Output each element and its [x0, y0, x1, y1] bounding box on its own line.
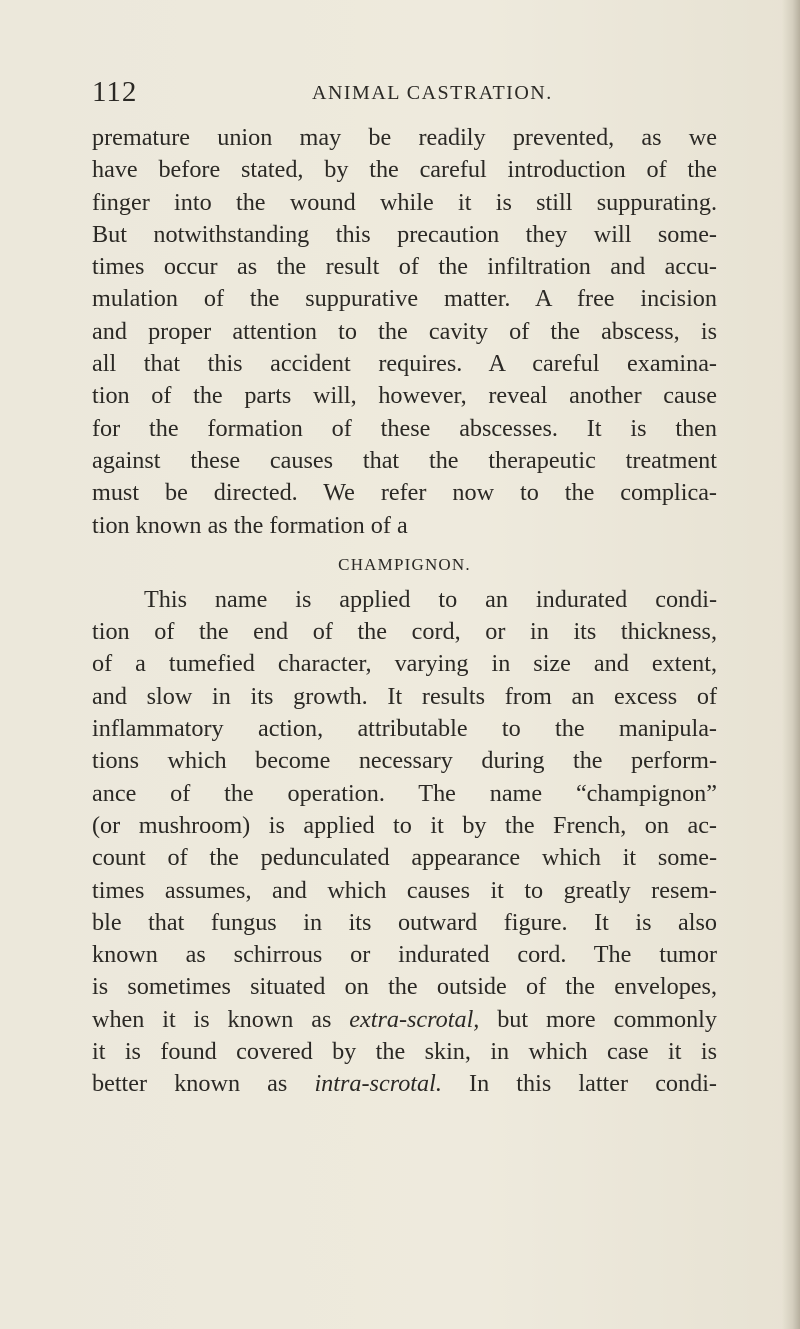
- text-run: In this latter condi-: [441, 1070, 717, 1098]
- text-line: mulation of the suppurative matter. A free incision: [92, 285, 717, 313]
- text-line: known as schirrous or indurated cord. The tumor: [92, 941, 717, 969]
- text-line: [92, 1068, 717, 1100]
- text-line: times assumes, and which causes it to greatly resem-: [92, 876, 717, 904]
- text-line: times occur as the result of the infiltration and accu-: [92, 253, 717, 281]
- italic-term-intra-scrotal: intra-scrotal.: [314, 1070, 442, 1098]
- paragraph-2: [92, 584, 717, 1101]
- text-run: when it is known as: [92, 1005, 350, 1033]
- text-line: tion known as the formation of a: [92, 511, 408, 539]
- running-title: ANIMAL CASTRATION.: [312, 82, 553, 104]
- text-line: tion of the end of the cord, or in its thickness,: [92, 618, 717, 646]
- text-line: of a tumefied character, varying in size and extent,: [92, 650, 717, 678]
- running-head: [92, 76, 712, 116]
- italic-term-extra-scrotal: extra-scrotal,: [349, 1005, 480, 1033]
- body-text: [92, 122, 717, 1101]
- page-edge-shadow: [782, 0, 800, 1329]
- paragraph-1: [92, 122, 717, 542]
- text-run: better known as: [92, 1070, 315, 1098]
- text-line: must be directed. We refer now to the complica-: [92, 479, 717, 507]
- text-line: This name is applied to an indurated condi-: [144, 585, 717, 613]
- page-number: 112: [92, 76, 138, 108]
- section-heading: CHAMPIGNON.: [338, 554, 471, 574]
- text-line: and slow in its growth. It results from an excess of: [92, 682, 717, 710]
- text-line: tion of the parts will, however, reveal another cause: [92, 382, 717, 410]
- text-line: inflammatory action, attributable to the manipula-: [92, 715, 717, 743]
- text-run: but more commonly: [479, 1005, 717, 1033]
- text-line: (or mushroom) is applied to it by the French, on ac-: [92, 811, 717, 839]
- text-line: premature union may be readily prevented, as we: [92, 124, 717, 151]
- text-line: against these causes that the therapeutic treatment: [92, 446, 717, 474]
- text-line: [92, 1004, 717, 1036]
- text-line: have before stated, by the careful introduction of the: [92, 156, 717, 184]
- text-line: count of the pedunculated appearance which it some-: [92, 844, 717, 872]
- text-line: tions which become necessary during the perform-: [92, 747, 717, 775]
- text-line: all that this accident requires. A careful examina-: [92, 350, 717, 378]
- text-line: ance of the operation. The name “champignon”: [92, 779, 717, 807]
- text-line: for the formation of these abscesses. It is then: [92, 414, 717, 442]
- text-line: But notwithstanding this precaution they will some-: [92, 220, 717, 248]
- text-line: it is found covered by the skin, in which case it is: [92, 1038, 717, 1066]
- text-line: and proper attention to the cavity of the abscess, is: [92, 317, 717, 345]
- text-line: ble that fungus in its outward figure. It is also: [92, 908, 717, 936]
- text-line: is sometimes situated on the outside of the envelopes,: [92, 973, 717, 1001]
- text-line: finger into the wound while it is still suppurating.: [92, 188, 717, 216]
